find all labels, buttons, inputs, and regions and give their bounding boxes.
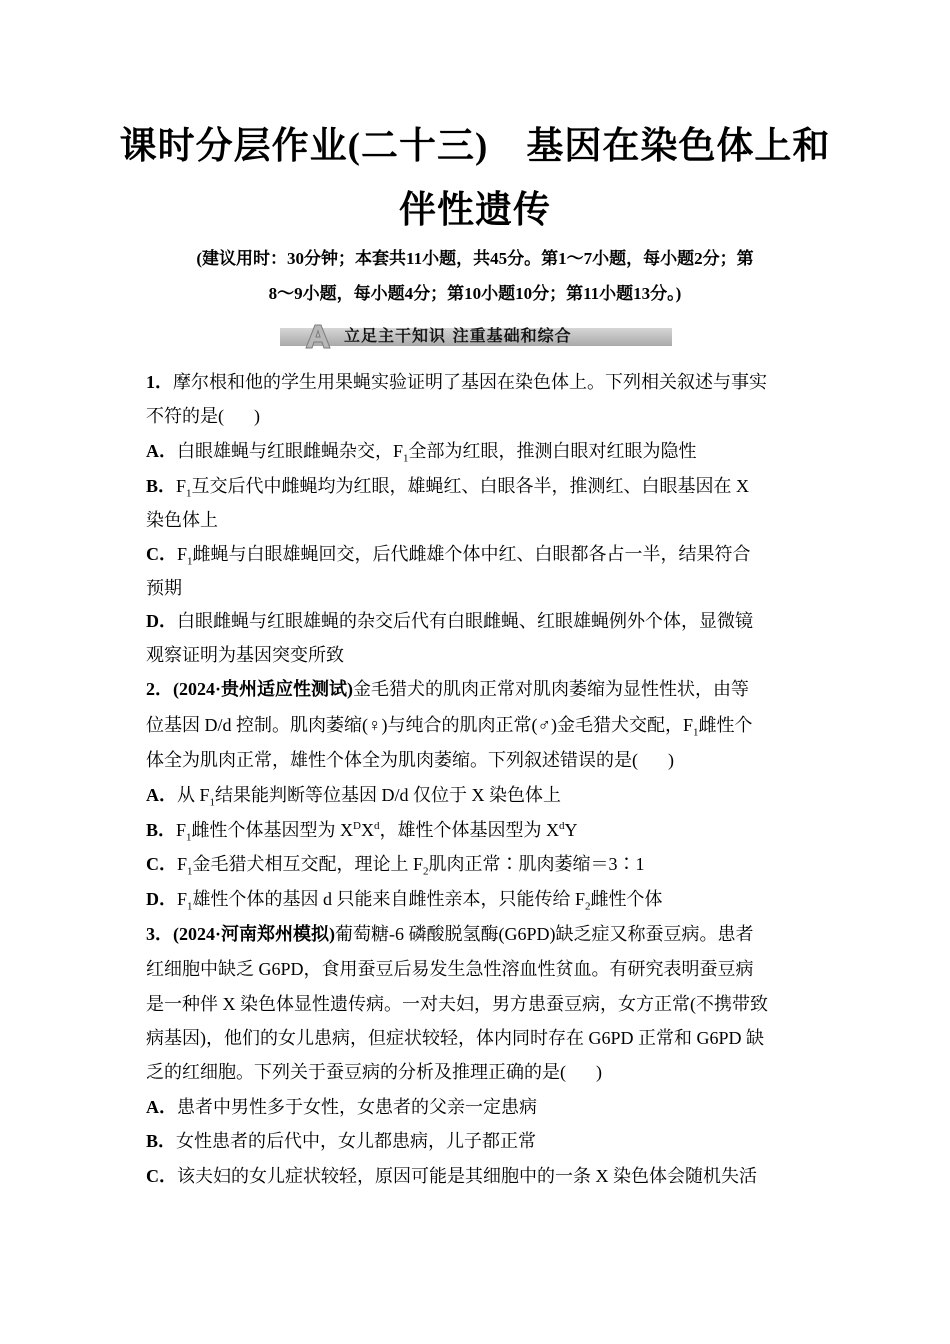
q2-stem-line1: 2．(2024·贵州适应性测试)金毛猎犬的肌肉正常对肌肉萎缩为显性性状，由等 [146, 679, 749, 699]
time-note-line2: 8～9小题，每小题4分；第10小题10分；第11小题13分。) [268, 284, 682, 303]
q1-option-b: B．$F_1$互交后代中雌蝇均为红眼，雄蝇红、白眼各半，推测红、白眼基因在 X [146, 476, 750, 500]
q3-stem-line1: 3．(2024·河南郑州模拟)葡萄糖-6 磷酸脱氢酶(G6PD)缺乏症又称蚕豆病。患者 [146, 924, 754, 944]
q1-option-c-line2: 预期 [146, 578, 182, 598]
q2-option-b: B．$F_1$雌性个体基因型为 $X^DX^d$，雄性个体基因型为 $X^dY$ [146, 820, 578, 844]
page-title [0, 122, 950, 172]
q1-option-c: C．$F_1$雌蝇与白眼雄蝇回交，后代雌雄个体中红、白眼都各占一半，结果符合 [146, 544, 751, 568]
section-banner [280, 323, 672, 349]
q1-stem-line2: 不符的是( ) [146, 406, 260, 426]
time-note-line1: (建议用时：30分钟；本套共11小题，共45分。第1～7小题，每小题2分；第 [196, 249, 754, 268]
page-title-line2: 伴性遗传 [399, 190, 551, 231]
q3-option-c: C．该夫妇的女儿症状较轻，原因可能是其细胞中的一条 X 染色体会随机失活 [146, 1166, 757, 1186]
q2-option-a: A．从 $F_1$结果能判断等位基因 D/d 仅位于 X 染色体上 [146, 785, 562, 809]
section-a-icon [304, 323, 332, 349]
q3-stem-line5: 乏的红细胞。下列关于蚕豆病的分析及推理正确的是( ) [146, 1062, 602, 1082]
section-label: 立足主干知识 注重基础和综合 [344, 326, 572, 345]
q3-stem-line4: 病基因)，他们的女儿患病，但症状较轻，体内同时存在 G6PD 正常和 G6PD 缺 [146, 1028, 765, 1048]
q3-option-a: A．患者中男性多于女性，女患者的父亲一定患病 [146, 1097, 537, 1117]
title-part-1: 课时分层作业(二十三) [119, 126, 489, 167]
q2-stem-line2: 位基因 D/d 控制。肌肉萎缩(♀)与纯合的肌肉正常(♂)金毛猎犬交配，$F_1$雌性个 [146, 715, 753, 739]
q3-option-b: B．女性患者的后代中，女儿都患病，儿子都正常 [146, 1131, 537, 1151]
q3-stem-line2: 红细胞中缺乏 G6PD，食用蚕豆后易发生急性溶血性贫血。有研究表明蚕豆病 [146, 959, 754, 979]
q3-stem-line3: 是一种伴 X 染色体显性遗传病。一对夫妇，男方患蚕豆病，女方正常(不携带致 [146, 994, 768, 1014]
title-part-2: 基因在染色体上和 [526, 126, 831, 167]
q1-option-d-line2: 观察证明为基因突变所致 [146, 645, 344, 665]
q1-option-d: D．白眼雌蝇与红眼雄蝇的杂交后代有白眼雌蝇、红眼雄蝇例外个体，显微镜 [146, 611, 753, 631]
q2-option-c: C．$F_1$金毛猎犬相互交配，理论上 $F_2$肌肉正常∶肌肉萎缩＝3∶1 [146, 854, 645, 878]
q1-option-a: A．白眼雄蝇与红眼雌蝇杂交，$F_1$全部为红眼，推测白眼对红眼为隐性 [146, 441, 697, 465]
q2-stem-line3: 体全为肌肉正常，雄性个体全为肌肉萎缩。下列叙述错误的是( ) [146, 750, 674, 770]
q2-option-d: D．$F_1$雄性个体的基因 d 只能来自雌性亲本，只能传给 $F_2$雌性个体 [146, 889, 663, 913]
q1-stem-line1: 1．摩尔根和他的学生用果蝇实验证明了基因在染色体上。下列相关叙述与事实 [146, 372, 767, 392]
q1-option-b-line2: 染色体上 [146, 510, 218, 530]
